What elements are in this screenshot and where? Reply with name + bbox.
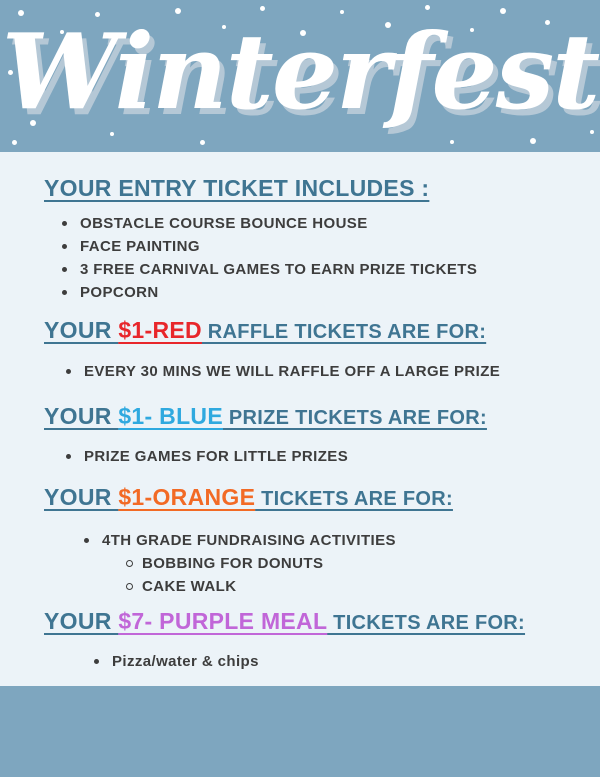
list-item: OBSTACLE COURSE BOUNCE HOUSE [62,212,477,235]
list-item: 3 FREE CARNIVAL GAMES TO EARN PRIZE TICKETS [62,258,477,281]
ticket-info-panel [0,152,600,686]
sub-list-item: BOBBING FOR DONUTS [84,552,396,575]
list-item: FACE PAINTING [62,235,477,258]
list-item: POPCORN [62,281,477,304]
blue-ticket-heading: YOUR $1- BLUE PRIZE TICKETS ARE FOR: [44,403,487,429]
sub-list-item: CAKE WALK [84,575,396,598]
purple-ticket-label: $7- PURPLE MEAL [118,608,328,634]
blue-ticket-label: $1- BLUE [118,403,223,429]
page-title: Winterfest [1,10,599,133]
red-ticket-list [66,360,500,383]
blue-ticket-list [66,445,348,468]
list-item: PRIZE GAMES FOR LITTLE PRIZES [66,445,348,468]
orange-ticket-heading: YOUR $1-ORANGE TICKETS ARE FOR: [44,484,453,510]
entry-ticket-heading: YOUR ENTRY TICKET INCLUDES : [44,175,430,201]
footer-band [0,686,600,777]
orange-ticket-list [84,529,396,598]
purple-ticket-heading: YOUR $7- PURPLE MEAL TICKETS ARE FOR: [44,608,526,634]
list-item: Pizza/water & chips [94,650,259,673]
purple-ticket-list [94,650,259,673]
header-banner [0,0,600,152]
red-ticket-heading: YOUR $1-RED RAFFLE TICKETS ARE FOR: [44,317,487,343]
red-ticket-label: $1-RED [118,317,202,343]
entry-ticket-list [62,212,477,304]
list-item: 4TH GRADE FUNDRAISING ACTIVITIES [84,529,396,552]
list-item: EVERY 30 MINS WE WILL RAFFLE OFF A LARGE PRIZE [66,360,500,383]
orange-ticket-label: $1-ORANGE [118,484,256,510]
